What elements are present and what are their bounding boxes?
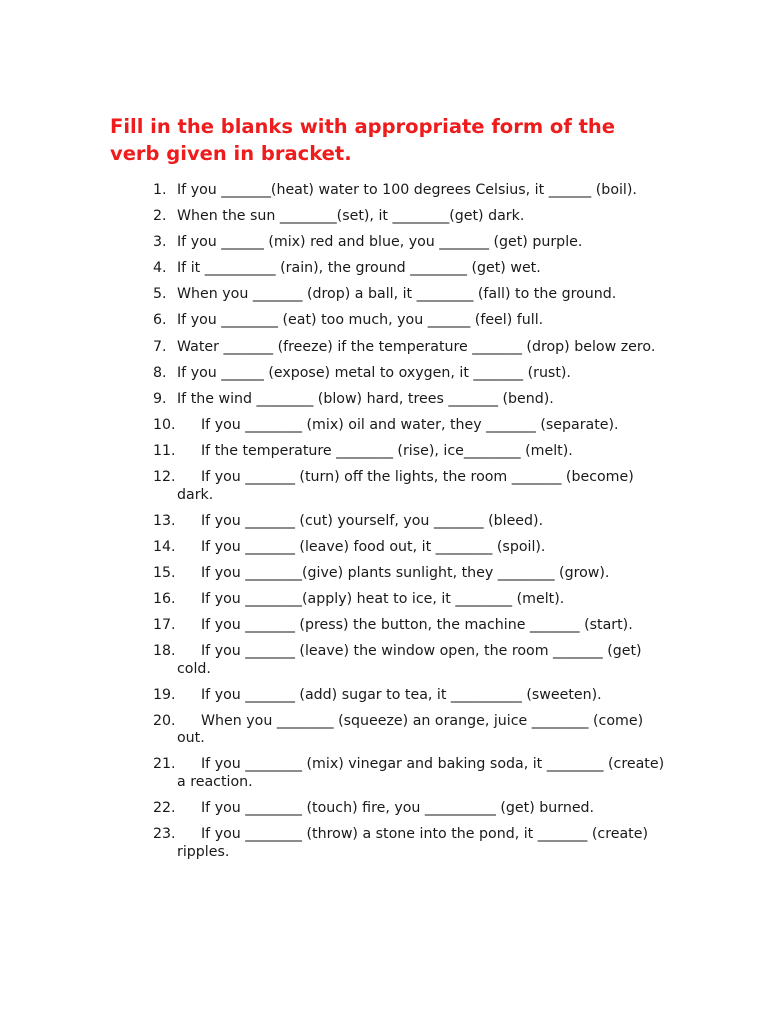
item-number: 2. [153,208,167,225]
item-text: If you _______ (leave) food out, it ________ (spoil). [201,538,546,555]
item-text: If you ________ (touch) fire, you __________ (get) burned. [201,799,595,816]
item-number: 9. [153,390,167,407]
exercise-item [153,182,673,200]
item-text: If the temperature ________ (rise), ice________ (melt). [201,442,573,459]
item-number: 23. [153,826,176,843]
item-number: 12. [153,469,176,486]
exercise-item [153,591,673,609]
exercise-item [153,539,673,557]
exercise-item [153,312,673,330]
exercise-item [153,713,673,748]
item-text: If you ________ (eat) too much, you ______ (feel) full. [177,312,544,329]
item-number: 16. [153,590,176,607]
item-number: 3. [153,234,167,251]
item-text: When you _______ (drop) a ball, it ________ (fall) to the ground. [177,286,617,303]
item-text: Water _______ (freeze) if the temperature _______ (drop) below zero. [177,338,656,355]
item-number: 4. [153,260,167,277]
item-number: 19. [153,686,176,703]
exercise-item [153,643,673,678]
item-number: 14. [153,538,176,555]
item-text: If you ______ (expose) metal to oxygen, it _______ (rust). [177,364,571,381]
exercise-item [153,365,673,383]
item-text: If you ________ (throw) a stone into the pond, it _______ (create) ripples. [177,826,649,860]
exercise-item [153,443,673,461]
item-text: If you _______ (press) the button, the machine _______ (start). [201,617,633,633]
item-text: If it __________ (rain), the ground ________ (get) wet. [177,260,541,277]
item-text: If you _______ (add) sugar to tea, it __________ (sweeten). [201,686,602,703]
worksheet-title: Fill in the blanks with appropriate form of the verb given in bracket. [110,115,616,165]
exercise-item [153,826,673,861]
exercise-item [153,469,673,504]
exercise-item [153,617,673,635]
item-text: If you ________ (mix) oil and water, they _______ (separate). [201,416,619,433]
item-text: If you ________ (mix) vinegar and baking soda, it ________ (create) a reaction. [177,756,665,790]
item-text: If you _______ (cut) yourself, you _______ (bleed). [201,512,544,529]
item-number: 11. [153,442,176,459]
item-number: 18. [153,643,176,660]
item-number: 21. [153,756,176,773]
exercise-item [153,260,673,278]
item-number: 8. [153,364,167,381]
item-text: When the sun ________(set), it ________(get) dark. [177,208,525,225]
item-text: If you _______(heat) water to 100 degrees Celsius, it ______ (boil). [177,182,637,198]
item-text: If you ______ (mix) red and blue, you _______ (get) purple. [177,234,583,251]
item-number: 6. [153,312,167,329]
exercise-item [153,339,673,357]
exercise-item [153,800,673,818]
exercise-item [153,513,673,531]
exercise-item [153,286,673,304]
exercise-item [153,687,673,705]
item-number: 13. [153,512,176,529]
item-number: 22. [153,799,176,816]
exercise-item [153,391,673,409]
item-text: If you ________(apply) heat to ice, it ________ (melt). [201,590,565,607]
item-text: If you _______ (turn) off the lights, the room _______ (become) dark. [177,469,634,503]
item-number: 5. [153,286,167,303]
item-number: 10. [153,416,176,433]
item-number: 15. [153,564,176,581]
item-number: 7. [153,338,167,355]
item-text: If you ________(give) plants sunlight, they ________ (grow). [201,564,610,581]
item-number: 17. [153,617,176,633]
item-number: 20. [153,712,176,729]
item-text: When you ________ (squeeze) an orange, juice ________ (come) out. [177,712,644,747]
item-number: 1. [153,182,167,198]
exercise-item [153,565,673,583]
item-text: If the wind ________ (blow) hard, trees _______ (bend). [177,390,554,407]
item-text: If you _______ (leave) the window open, the room _______ (get) cold. [177,643,642,677]
exercise-item [153,756,673,791]
exercise-item [153,208,673,226]
exercise-item [153,417,673,435]
exercise-list [153,182,673,870]
exercise-item [153,234,673,252]
